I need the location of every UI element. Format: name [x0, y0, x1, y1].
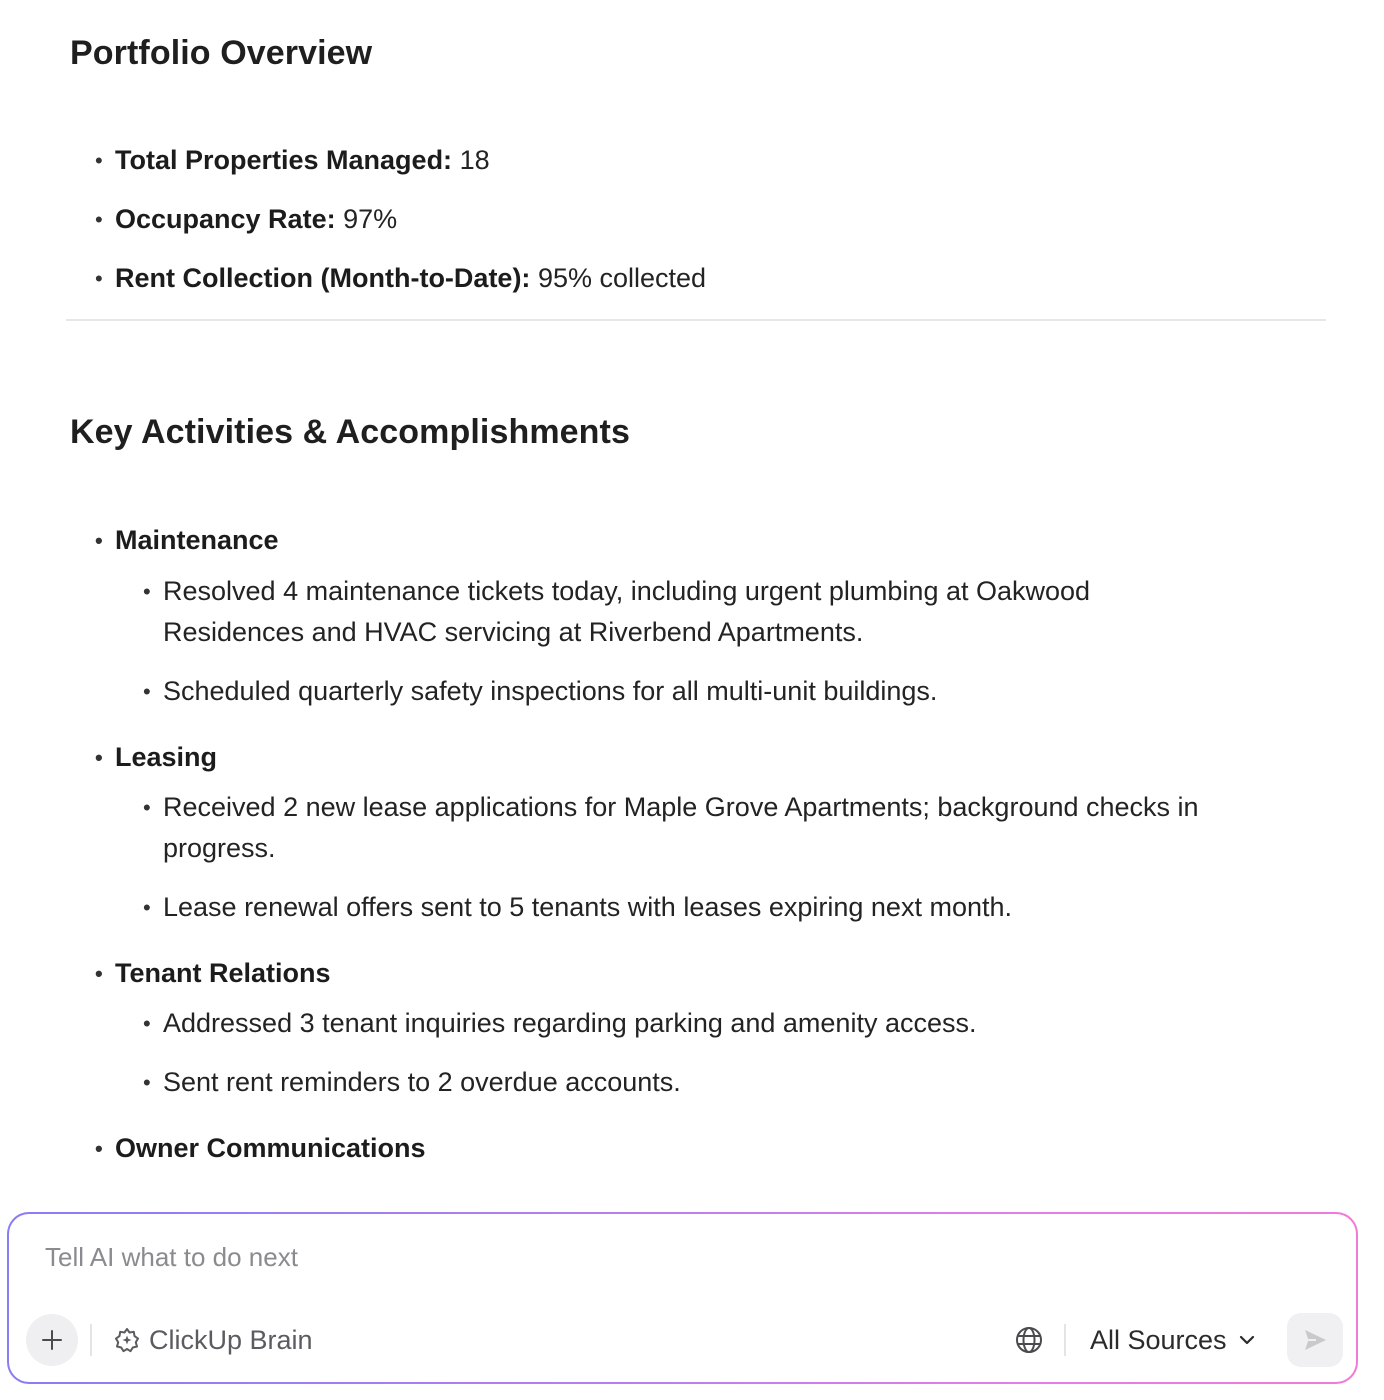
send-icon	[1301, 1326, 1329, 1354]
bullet-icon: •	[143, 795, 151, 820]
key-activities-heading: Key Activities & Accomplishments	[70, 413, 630, 451]
bullet-icon: •	[143, 1070, 151, 1095]
divider	[66, 319, 1326, 321]
ai-prompt-input[interactable]: Tell AI what to do next	[45, 1242, 298, 1272]
bullet-icon: •	[143, 579, 151, 604]
bullet-icon: •	[95, 207, 103, 232]
send-button[interactable]	[1287, 1313, 1343, 1367]
bullet-icon: •	[143, 679, 151, 704]
plus-icon	[40, 1328, 64, 1352]
bullet-icon: •	[95, 528, 103, 553]
group-label: Owner Communications	[115, 1133, 426, 1163]
brain-icon	[113, 1326, 141, 1354]
item-label: Total Properties Managed:	[115, 145, 453, 175]
item-label: Rent Collection (Month-to-Date):	[115, 263, 531, 293]
chevron-down-icon	[1237, 1330, 1257, 1350]
web-search-button[interactable]	[1011, 1322, 1047, 1358]
list-item	[95, 258, 707, 299]
item-line: Resolved 4 maintenance tickets today, including urgent plumbing at Oakwood	[163, 576, 1091, 606]
sources-label: All Sources	[1090, 1324, 1227, 1355]
bullet-icon: •	[143, 1011, 151, 1036]
list-item	[143, 887, 1273, 928]
item-line: Lease renewal offers sent to 5 tenants with leases expiring next month.	[163, 892, 1012, 922]
group-leasing	[95, 737, 218, 778]
ai-chat-box	[7, 1212, 1358, 1384]
list-item	[143, 571, 1273, 653]
item-line: Sent rent reminders to 2 overdue accounts.	[163, 1067, 681, 1097]
separator	[90, 1324, 92, 1356]
list-item	[143, 1003, 1273, 1044]
bullet-icon: •	[143, 895, 151, 920]
bullet-icon: •	[95, 266, 103, 291]
ai-chat-inner	[9, 1214, 1356, 1382]
clickup-brain-button[interactable]	[113, 1318, 313, 1362]
list-item	[143, 787, 1273, 869]
item-line: Residences and HVAC servicing at Riverbend Apartments.	[163, 617, 864, 647]
list-item	[143, 1062, 1273, 1103]
add-button[interactable]	[26, 1314, 78, 1366]
item-line: progress.	[163, 833, 276, 863]
globe-icon	[1014, 1325, 1044, 1355]
list-item	[95, 199, 398, 240]
portfolio-overview-heading: Portfolio Overview	[70, 34, 373, 72]
group-label: Leasing	[115, 742, 218, 772]
clickup-brain-label: ClickUp Brain	[149, 1324, 313, 1355]
group-label: Tenant Relations	[115, 958, 331, 988]
group-label: Maintenance	[115, 525, 279, 555]
item-value: 95% collected	[530, 263, 707, 293]
item-value: 18	[452, 145, 490, 175]
separator	[1064, 1324, 1066, 1356]
bullet-icon: •	[95, 1136, 103, 1161]
item-line: Received 2 new lease applications for Maple Grove Apartments; background checks in	[163, 792, 1199, 822]
group-maintenance	[95, 520, 279, 561]
bullet-icon: •	[95, 961, 103, 986]
sources-dropdown[interactable]	[1090, 1318, 1257, 1362]
group-owner-communications	[95, 1128, 426, 1169]
item-label: Occupancy Rate:	[115, 204, 336, 234]
list-item	[95, 140, 490, 181]
bullet-icon: •	[95, 745, 103, 770]
list-item	[143, 671, 1273, 712]
group-tenant-relations	[95, 953, 331, 994]
item-line: Addressed 3 tenant inquiries regarding parking and amenity access.	[163, 1008, 977, 1038]
item-line: Scheduled quarterly safety inspections for all multi-unit buildings.	[163, 676, 938, 706]
bullet-icon: •	[95, 148, 103, 173]
item-value: 97%	[335, 204, 398, 234]
